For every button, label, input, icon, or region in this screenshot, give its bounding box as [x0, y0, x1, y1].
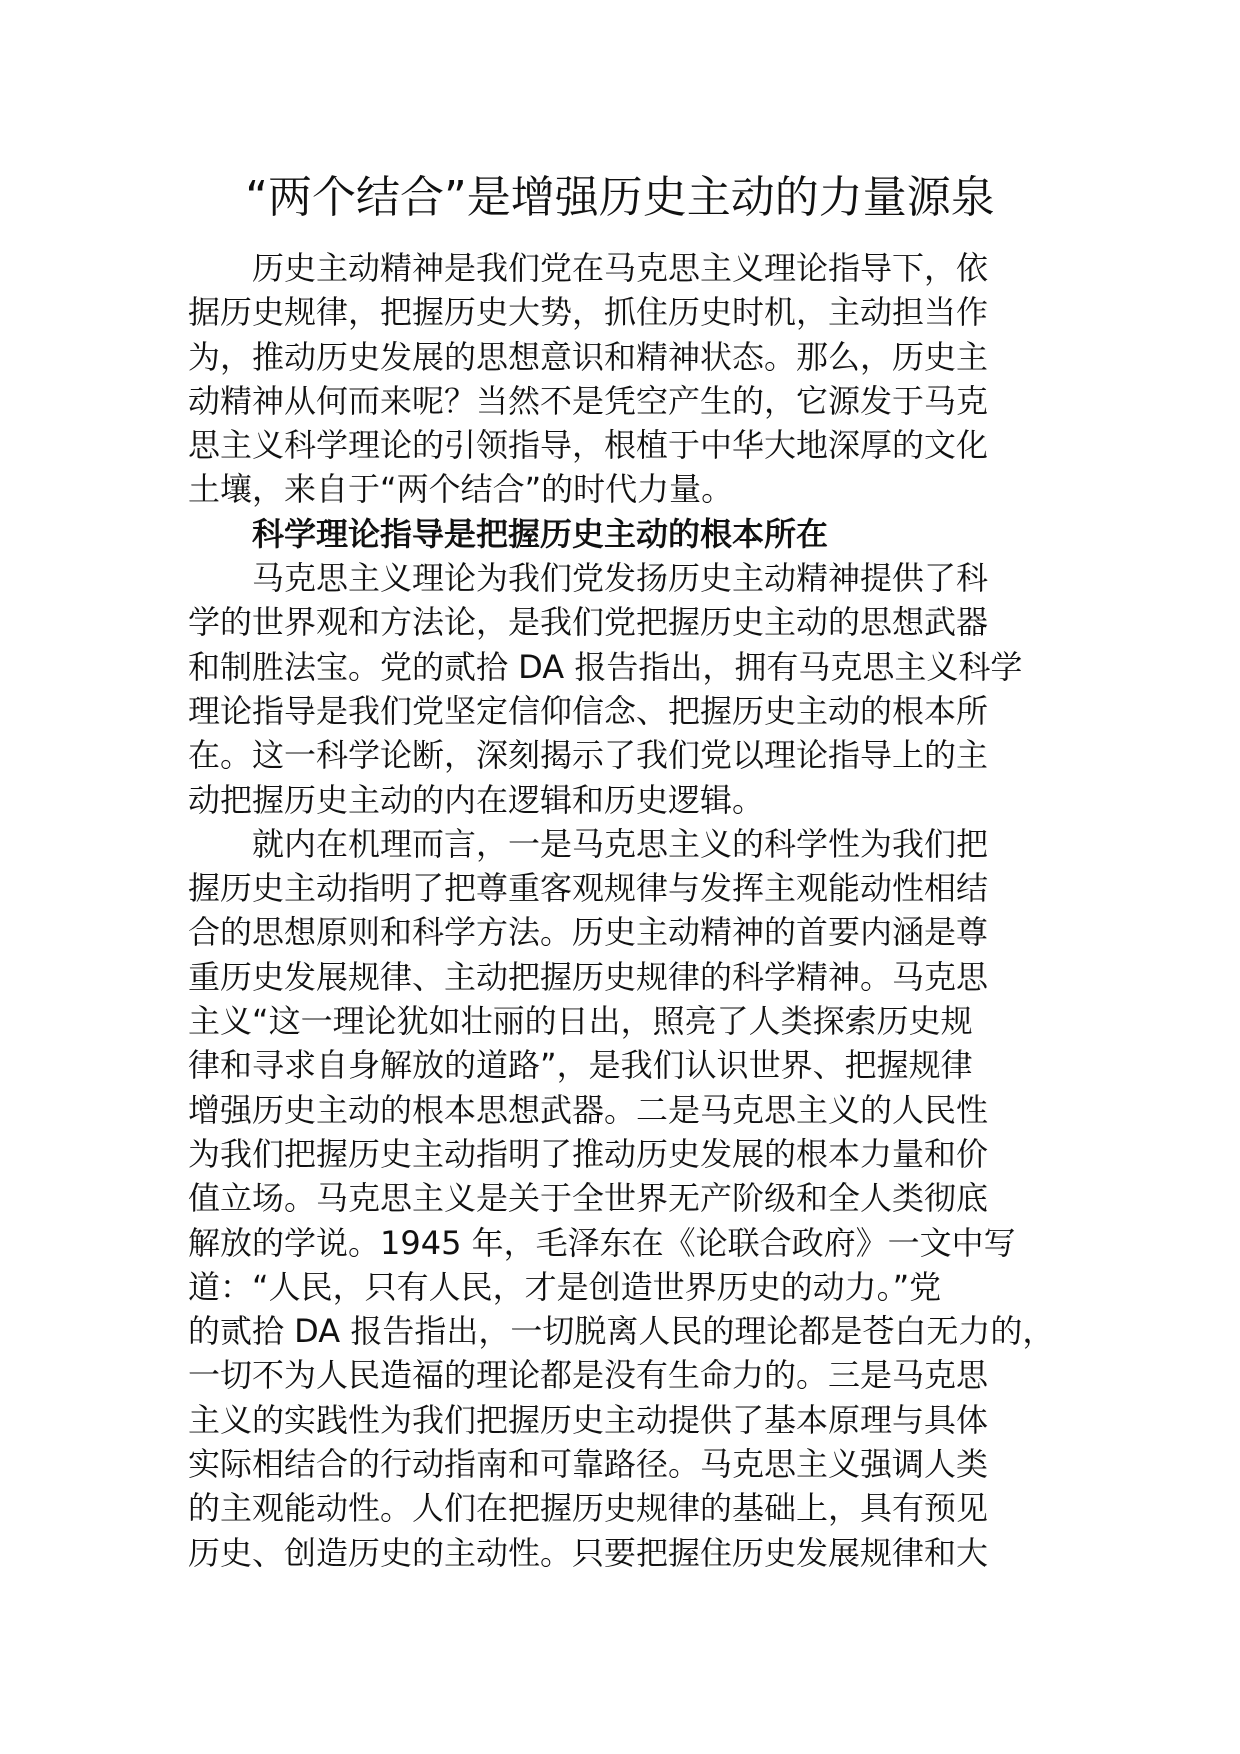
text-line: 历史主动精神是我们党在马克思主义理论指导下，依	[252, 249, 989, 287]
text-line: 值立场。马克思主义是关于全世界无产阶级和全人类彻底	[188, 1179, 989, 1218]
text-line: 理论指导是我们党坚定信仰信念、把握历史主动的根本所	[188, 691, 989, 730]
text-line: 实际相结合的行动指南和可靠路径。马克思主义强调人类	[188, 1445, 989, 1484]
text-line: 重历史发展规律、主动把握历史规律的科学精神。马克思	[188, 957, 989, 996]
text-line: 历史、创造历史的主动性。只要把握住历史发展规律和大	[188, 1533, 989, 1572]
text-line: 解放的学说。1945 年，毛泽东在《论联合政府》一文中写	[188, 1223, 1016, 1262]
text-line: 握历史主动指明了把尊重客观规律与发挥主观能动性相结	[188, 869, 989, 908]
text-line: 增强历史主动的根本思想武器。二是马克思主义的人民性	[188, 1090, 989, 1129]
text-line: 道：“人民，只有人民，才是创造世界历史的动力。”党	[188, 1267, 942, 1306]
text-line: 主义的实践性为我们把握历史主动提供了基本原理与具体	[188, 1400, 989, 1439]
text-line: 为我们把握历史主动指明了推动历史发展的根本力量和价	[188, 1134, 989, 1173]
paragraph	[188, 556, 1068, 822]
text-line: 的贰拾 DA 报告指出，一切脱离人民的理论都是苍白无力的，	[188, 1312, 1055, 1351]
text-line: 土壤，来自于“两个结合”的时代力量。	[188, 470, 734, 509]
text-line: 据历史规律，把握历史大势，抓住历史时机，主动担当作	[188, 293, 989, 332]
text-line: 主义“这一理论犹如壮丽的日出，照亮了人类探索历史规	[188, 1002, 973, 1041]
text-line: 动精神从何而来呢？当然不是凭空产生的，它源发于马克	[188, 381, 989, 420]
text-line: 就内在机理而言，一是马克思主义的科学性为我们把	[252, 824, 989, 863]
page-title: “两个结合”是增强历史主动的力量源泉	[245, 172, 995, 223]
text-line: 律和寻求自身解放的道路”，是我们认识世界、把握规律	[188, 1046, 973, 1085]
paragraph	[188, 246, 1068, 512]
text-line: 学的世界观和方法论，是我们党把握历史主动的思想武器	[188, 603, 989, 642]
body-text	[188, 246, 1068, 1575]
text-line: 在。这一科学论断，深刻揭示了我们党以理论指导上的主	[188, 736, 989, 775]
text-line: 的主观能动性。人们在把握历史规律的基础上，具有预见	[188, 1489, 989, 1528]
text-line: 思主义科学理论的引领指导，根植于中华大地深厚的文化	[188, 426, 989, 465]
text-line: 和制胜法宝。党的贰拾 DA 报告指出，拥有马克思主义科学	[188, 647, 1023, 686]
text-line: 为，推动历史发展的思想意识和精神状态。那么，历史主	[188, 337, 989, 376]
paragraph	[188, 822, 1068, 1575]
text-line: 马克思主义理论为我们党发扬历史主动精神提供了科	[252, 559, 989, 598]
section-heading	[188, 512, 1068, 556]
text-line: 动把握历史主动的内在逻辑和历史逻辑。	[188, 780, 765, 819]
heading-line: 科学理论指导是把握历史主动的根本所在	[252, 514, 829, 553]
text-line: 一切不为人民造福的理论都是没有生命力的。三是马克思	[188, 1356, 989, 1395]
text-line: 合的思想原则和科学方法。历史主动精神的首要内涵是尊	[188, 913, 989, 952]
